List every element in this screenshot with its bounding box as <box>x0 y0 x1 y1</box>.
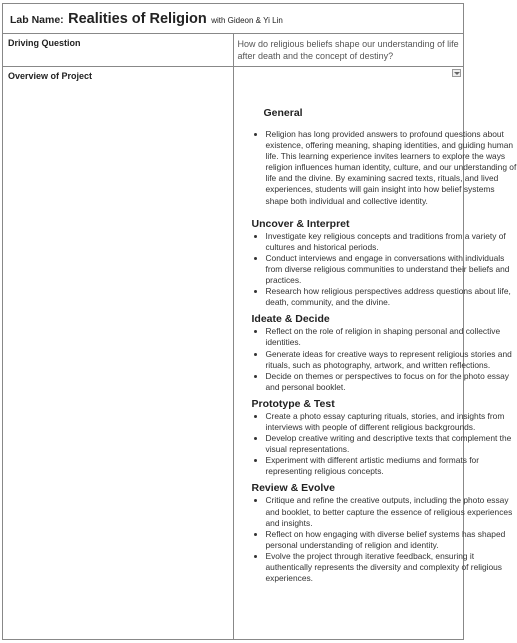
section-list <box>252 411 517 478</box>
overview-cell <box>233 67 517 640</box>
overview-section <box>252 217 517 309</box>
section-heading: Ideate & Decide <box>251 313 330 326</box>
list-item: • Create a photo essay capturing rituals, stories, and insights from interviews with people of different religious backgrounds. <box>266 411 517 433</box>
list-item: • Critique and refine the creative outputs, including the photo essay and booklet, to better capture the essence of religious experiences and insights. <box>266 495 517 528</box>
section-list <box>252 326 517 393</box>
list-item: • Develop creative writing and descriptive texts that complement the visual representations. <box>266 433 517 455</box>
overview-section <box>252 481 517 584</box>
overview-row <box>3 67 464 640</box>
lab-name: Realities of Religion <box>68 11 207 27</box>
lab-collaborators: with Gideon & Yi Lin <box>211 16 283 25</box>
list-item: • Conduct interviews and engage in conversations with individuals from diverse religious communities to understand their beliefs and practices. <box>266 253 517 286</box>
list-item: • Religion has long provided answers to profound questions about existence, offering meaning, shaping identities, and guiding human life. This learning experience invites learners to explore the ways religion influences human identity, culture, and our understanding of life and the divine. By examining sacred texts, rituals, and lived experiences, students will gain insight into how belief systems shape both individual and collective identity. <box>266 129 517 207</box>
list-item: • Research how religious perspectives address questions about life, death, community, and the divine. <box>266 286 517 308</box>
section-list <box>252 231 517 309</box>
overview-section <box>252 106 517 207</box>
project-table <box>2 3 517 640</box>
list-item: • Investigate key religious concepts and traditions from a variety of cultures and historical periods. <box>266 231 517 253</box>
driving-question-text: How do religious beliefs shape our understanding of life after death and the concept of destiny? <box>233 34 464 67</box>
overview-section <box>252 397 517 478</box>
project-document <box>2 3 517 640</box>
dropdown-icon[interactable] <box>452 69 461 77</box>
section-heading: Review & Evolve <box>251 482 335 495</box>
section-heading: Prototype & Test <box>251 397 335 410</box>
title-cell <box>3 4 464 34</box>
section-list <box>252 495 517 584</box>
overview-content <box>252 102 517 588</box>
list-item: • Generate ideas for creative ways to represent religious stories and rituals, such as photography, artwork, and written reflections. <box>266 349 517 371</box>
overview-section <box>252 312 517 393</box>
list-item: • Reflect on the role of religion in shaping personal and collective identities. <box>266 326 517 348</box>
list-item: • Reflect on how engaging with diverse belief systems has shaped personal understanding of religion and identity. <box>266 529 517 551</box>
overview-label: Overview of Project <box>3 67 234 640</box>
list-item: • Decide on themes or perspectives to focus on for the photo essay and personal booklet. <box>266 371 517 393</box>
list-item: • Evolve the project through iterative feedback, ensuring it authentically represents the diversity and complexity of religious experiences. <box>266 551 517 584</box>
section-heading: General <box>263 107 303 119</box>
driving-question-label: Driving Question <box>3 34 234 67</box>
title-row <box>3 4 464 34</box>
driving-question-row <box>3 34 464 67</box>
list-item: • Experiment with different artistic mediums and formats for representing religious concepts. <box>266 455 517 477</box>
lab-name-label: Lab Name: <box>10 14 64 26</box>
section-heading: Uncover & Interpret <box>251 217 350 230</box>
section-list <box>252 129 517 207</box>
